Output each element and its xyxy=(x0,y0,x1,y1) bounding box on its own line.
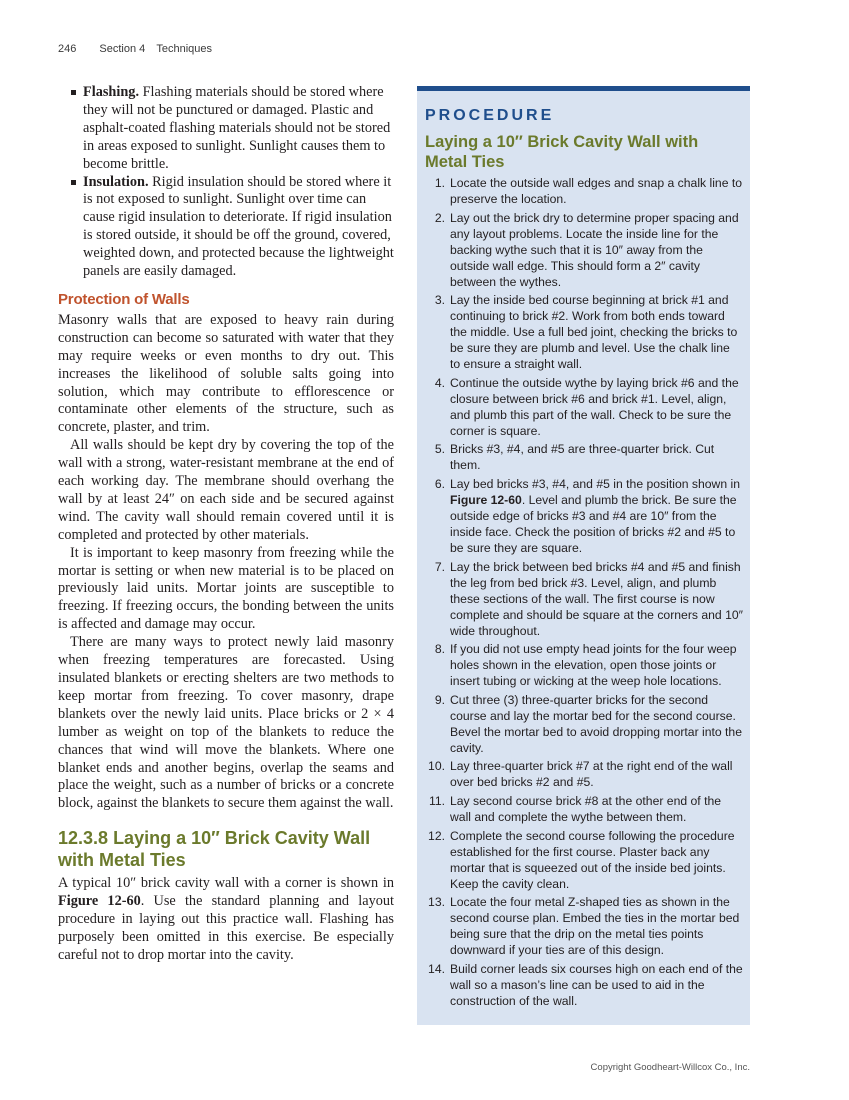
procedure-step: 14. Build corner leads six courses high on each end of the wall so a mason’s line can be used to aid in the construction of the wall. xyxy=(428,961,743,1008)
bullet-insulation xyxy=(58,174,394,281)
procedure-step: 1. Locate the outside wall edges and snap a chalk line to preserve the location. xyxy=(434,176,743,206)
section-title: Laying a 10″ Brick Cavity Wall with Metal Ties xyxy=(58,828,371,871)
procedure-box xyxy=(417,86,750,1025)
bullet-term: Insulation. xyxy=(83,173,149,190)
body-paragraph: There are many ways to protect newly laid masonry when freezing temperatures are forecasted. Using insulated blankets or erecting shelters are two methods to keep mortar from freezing. To cover masonry, drape blankets over the newly laid units. Place bricks or 2 × 4 lumber as weight on top of the blankets to reduce the chances that wind will move the blankets. Where one blanket ends and another begins, overlap the seams and place the weight, such as a number of bricks or a concrete block, against the blankets to secure them against the wall. xyxy=(58,634,394,812)
figure-reference: Figure 12-60 xyxy=(58,893,141,910)
procedure-step: 10. Lay three-quarter brick #7 at the right end of the wall over bed bricks #2 and #5. xyxy=(428,759,733,790)
protection-heading: Protection of Walls xyxy=(58,290,190,308)
section-number: 12.3.8 xyxy=(58,828,109,849)
copyright-footer: Copyright Goodheart-Willcox Co., Inc. xyxy=(590,1062,750,1073)
bullet-flashing xyxy=(58,84,394,174)
square-bullet-icon xyxy=(71,90,76,95)
bullet-term: Flashing. xyxy=(83,84,140,100)
figure-reference: Figure 12-60 xyxy=(450,492,522,507)
procedure-step: 2. Lay out the brick dry to determine proper spacing and any layout problems. Locate the inside line for the backing wythe such that it is 10″ away from the outside wall edge. This should form a 2″ cavity between the wythes. xyxy=(434,210,739,289)
body-paragraph: Masonry walls that are exposed to heavy rain during construction can become so saturated with water that they may require weeks or even months to dry out. This increases the likelihood of soluble salts going into solution, which may contribute to efflorescence or contaminate other elements of the structure, such as concrete, plaster, and trim. xyxy=(58,311,394,436)
procedure-steps xyxy=(425,175,743,1011)
procedure-title: Laying a 10″ Brick Cavity Wall with Metal Ties xyxy=(425,133,699,171)
bullet-text: Rigid insulation should be stored where it is not exposed to sunlight. Sunlight over time can cause rigid insulation to deteriorate. If rigid insulation is stored outside, it should be off the ground, covered, weighted down, and protected because the lightweight panels are easily damaged. xyxy=(83,173,394,280)
bullet-text: Flashing materials should be stored where they will not be punctured or damaged. Plastic and asphalt-coated flashing materials should not be stored in areas exposed to sunlight. Sunlight causes them to become brittle. xyxy=(83,84,391,172)
procedure-step: 3. Lay the inside bed course beginning at brick #1 and continuing to brick #2. Work from both ends toward the middle. Use a full bed joint, checking the bricks to be sure they are plumb and level. Use the chalk line to ensure a straight wall. xyxy=(434,293,738,372)
procedure-label: PROCEDURE xyxy=(425,107,555,124)
procedure-step: 6. Lay bed bricks #3, #4, and #5 in the position shown in Figure 12-60. Level and plumb the brick. Be sure the outside edge of bricks #3 and #4 are 10″ from the inside face. Check the position of bricks #2 and #5 to be sure they are square. xyxy=(434,476,740,555)
section-heading xyxy=(58,827,394,871)
procedure-step: 11. Lay second course brick #8 at the other end of the wall and complete the wythe between them. xyxy=(428,793,722,824)
storage-bullet-list xyxy=(58,84,394,281)
body-paragraph: All walls should be kept dry by covering the top of the wall with a strong, water-resistant membrane at the end of each working day. The membrane should overhang the wall by at least 24″ on each side and be secured against wind. The cavity wall should remain covered until it is completed and protected by other materials. xyxy=(58,437,394,543)
chapter-label: Techniques xyxy=(156,43,213,55)
body-paragraph: It is important to keep masonry from freezing while the mortar is setting or when new material is to be placed on previously laid units. Mortar joints are susceptible to freezing. If freezing occurs, the bonding between the units is affected and damage may occur. xyxy=(58,544,394,633)
procedure-step: 9. Cut three (3) three-quarter bricks for the second course and lay the mortar bed for the second course. Bevel the mortar bed to avoid dropping mortar into the cavity. xyxy=(434,692,742,755)
section-label: Section 4 xyxy=(99,43,146,55)
square-bullet-icon xyxy=(71,180,76,185)
procedure-step: 12. Complete the second course following the procedure established for the first course. Plaster back any mortar that is squeezed out of the inside bed joints. Keep the cavity clean. xyxy=(428,828,735,891)
section-intro-paragraph: A typical 10″ brick cavity wall with a corner is shown in Figure 12-60. Use the standard planning and layout procedure in laying out this practice wall. Flashing has purposely been omitted in this exercise. Be especially careful not to drop mortar into the cavity. xyxy=(58,875,394,963)
procedure-step: 5. Bricks #3, #4, and #5 are three-quarter brick. Cut them. xyxy=(434,442,715,473)
procedure-step: 8. If you did not use empty head joints for the four weep holes shown in the elevation, open those joints or insert tubing or wicking at the weep hole locations. xyxy=(434,642,737,689)
procedure-step: 4. Continue the outside wythe by laying brick #6 and the closure between brick #6 and brick #1. Level, align, and plumb this part of the wall. Check to be sure the corner is square. xyxy=(434,375,739,438)
left-column xyxy=(58,84,394,965)
page-number: 246 xyxy=(58,43,77,55)
running-head xyxy=(58,43,212,55)
procedure-step: 13. Locate the four metal Z-shaped ties as shown in the second course plan. Embed the ties in the mortar bed being sure that the drip on the metal ties points downward if your ties are of this design. xyxy=(428,895,740,958)
procedure-step: 7. Lay the brick between bed bricks #4 and #5 and finish the leg from bed brick #3. Level, align, and plumb these sections of the wall. The first course is now complete and should be square at the corners and 10″ wide throughout. xyxy=(434,559,743,638)
